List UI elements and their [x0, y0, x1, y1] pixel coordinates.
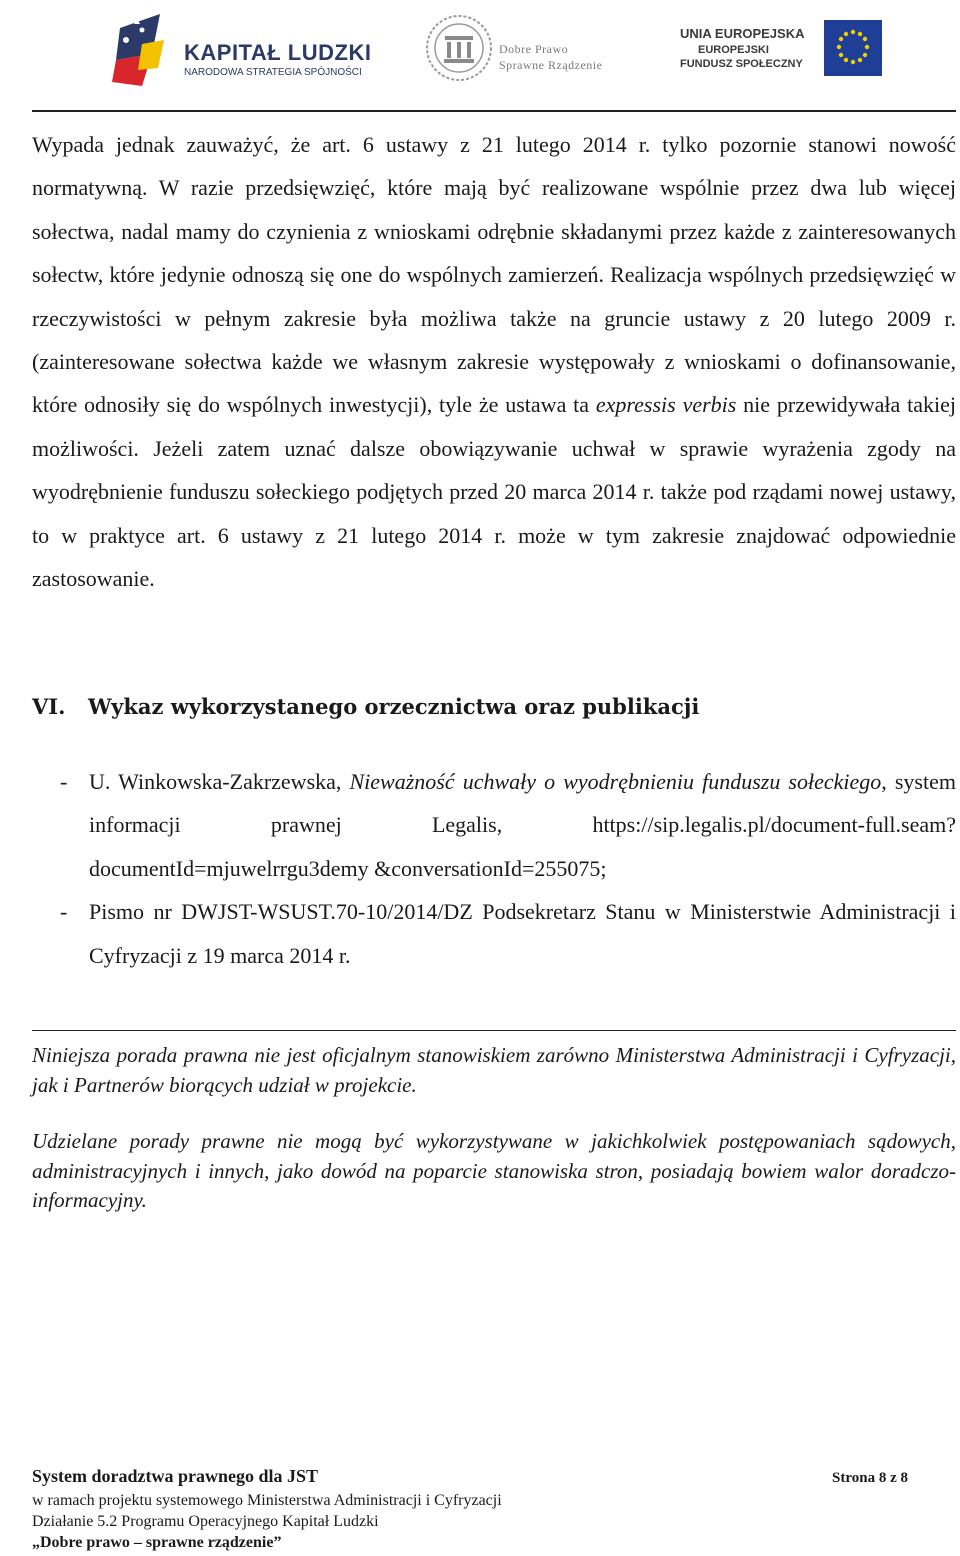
disclaimer-divider: [32, 1030, 956, 1031]
logo-header: [0, 0, 960, 100]
body-paragraph: [32, 123, 956, 600]
section-number: VI.: [32, 694, 66, 719]
reference-title: Nieważność uchwały o wyodrębnieniu funduszu sołeckiego: [349, 769, 882, 794]
eu-logo: [676, 20, 886, 80]
header-divider: [32, 110, 956, 112]
reference-author: U. Winkowska-Zakrzewska,: [89, 769, 350, 794]
reference-item: [60, 760, 956, 890]
footer-title: System doradztwa prawnego dla JST: [32, 1466, 319, 1486]
kapital-ludzki-subtitle: NARODOWA STRATEGIA SPÓJNOŚCI: [184, 67, 362, 78]
footer-program-line: Działanie 5.2 Programu Operacyjnego Kapitał Ludzki: [32, 1513, 379, 1530]
eu-line1: UNIA EUROPEJSKA: [680, 26, 805, 41]
body-text-latin-phrase: expressis verbis: [595, 392, 737, 418]
reference-text: Pismo nr DWJST-WSUST.70-10/2014/DZ Podsekretarz Stanu w Ministerstwie Administracji i Cyfryzacji z 19 marca 2014 r.: [89, 899, 956, 968]
list-dash: -: [60, 899, 68, 925]
dobre-prawo-line1: Dobre Prawo: [499, 42, 569, 56]
page-footer: [32, 1466, 956, 1552]
footer-motto: „Dobre prawo – sprawne rządzenie”: [32, 1534, 282, 1551]
dobre-prawo-logo: [425, 14, 625, 84]
eu-flag-icon: [824, 20, 882, 76]
dobre-prawo-line2: Sprawne Rządzenie: [499, 58, 603, 72]
list-dash: -: [60, 769, 68, 794]
dobre-prawo-seal-icon: [425, 14, 493, 82]
references-list: [60, 760, 956, 977]
body-text-part2: nie przewidywała takiej możliwości. Jeżeli zatem uznać dalsze obowiązywanie uchwał w sprawie wyrażenia zgody na wyodrębnienie funduszu sołeckiego podjętych przed 20 marca 2014 r. także pod rządami nowej ustawy, to w praktyce art. 6 ustawy z 21 lutego 2014 r. może w tym zakresie znajdować odpowiednie zastosowanie.: [32, 392, 956, 592]
section-title: Wykaz wykorzystanego orzecznictwa oraz publikacji: [88, 694, 700, 719]
body-text-part1: Wypada jednak zauważyć, że art. 6 ustawy z 21 lutego 2014 r. tylko pozornie stanowi nowość normatywną. W razie przedsięwzięć, które mają być realizowane wspólnie przez dwa lub więcej sołectwa, nadal mamy do czynienia z wnioskami odrębnie składanymi przez każde z zainteresowanych sołectw, które jedynie odnoszą się one do wspólnych zamierzeń. Realizacja wspólnych przedsięwzięć w rzeczywistości w pełnym zakresie była możliwa także na gruncie ustawy z 20 lutego 2009 r. (zainteresowane sołectwa każde we własnym zakresie występowały z wnioskami o dofinansowanie, które odnosiły się do wspólnych inwestycji), tyle że ustawa ta: [32, 132, 956, 418]
reference-item: [60, 890, 956, 977]
eu-line3: FUNDUSZ SPOŁECZNY: [680, 58, 803, 70]
section-heading: [32, 688, 956, 728]
page-number: Strona 8 z 8: [832, 1470, 908, 1486]
eu-line2: EUROPEJSKI: [698, 44, 769, 56]
kapital-ludzki-logo: [112, 10, 382, 90]
kapital-ludzki-emblem-icon: [112, 10, 174, 90]
footer-project-line: w ramach projektu systemowego Ministerstwa Administracji i Cyfryzacji: [32, 1492, 502, 1509]
reference-source: , system informacji prawnej Legalis, https://sip.legalis.pl/document-full.seam?documentId=mjuwelrrgu3demy &conversationId=255075;: [89, 769, 956, 881]
disclaimer-paragraph-2: Udzielane porady prawne nie mogą być wykorzystywane w jakichkolwiek postępowaniach sądowych, administracyjnych i innych, jako dowód na poparcie stanowiska stron, posiadają bowiem walor doradczo-informacyjny.: [32, 1129, 956, 1212]
disclaimer-paragraph-1: Niniejsza porada prawna nie jest oficjalnym stanowiskiem zarówno Ministerstwa Administracji i Cyfryzacji, jak i Partnerów biorących udział w projekcie.: [32, 1043, 956, 1097]
kapital-ludzki-title: KAPITAŁ LUDZKI: [184, 40, 372, 65]
